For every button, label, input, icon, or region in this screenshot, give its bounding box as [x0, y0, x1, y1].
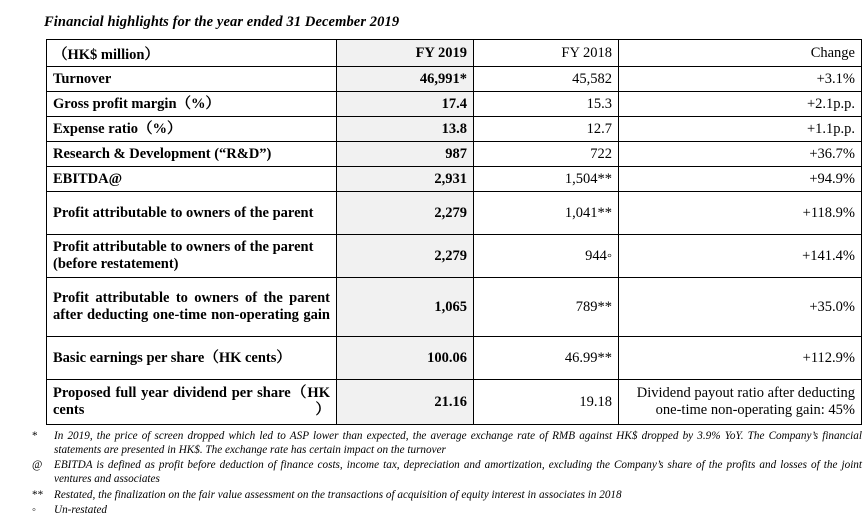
row-label: Proposed full year dividend per share（HK cents） — [47, 380, 337, 425]
footnote-text: Un-restated — [54, 504, 108, 517]
table-row — [47, 337, 862, 380]
row-change: +94.9% — [619, 167, 862, 192]
row-value-fy2019: 17.4 — [337, 92, 474, 117]
footnote-text: EBITDA is defined as profit before deduction of finance costs, income tax, depreciation and amortization, excluding the Company’s share of the profits and losses of the joint ventures and associates — [54, 459, 862, 485]
row-label: Gross profit margin（%） — [47, 92, 337, 117]
row-label: Turnover — [47, 67, 337, 92]
footnote-marker: * — [32, 430, 38, 442]
row-value-fy2018: 12.7 — [474, 117, 619, 142]
footnote-text: Restated, the finalization on the fair value assessment on the transactions of acquisition of equity interest in associates in 2018 — [54, 488, 622, 501]
table-row — [47, 117, 862, 142]
row-label: EBITDA@ — [47, 167, 337, 192]
row-change: +3.1% — [619, 67, 862, 92]
row-change: +118.9% — [619, 192, 862, 235]
footnotes — [32, 430, 862, 518]
row-label: Expense ratio（%） — [47, 117, 337, 142]
table-row — [47, 192, 862, 235]
row-value-fy2019: 46,991* — [337, 67, 474, 92]
row-label: Research & Development (“R&D”) — [47, 142, 337, 167]
page-title: Financial highlights for the year ended 31 December 2019 — [44, 14, 400, 30]
row-change: +36.7% — [619, 142, 862, 167]
column-header-fy2019: FY 2019 — [337, 40, 474, 67]
column-header-fy2018: FY 2018 — [474, 40, 619, 67]
row-change: +1.1p.p. — [619, 117, 862, 142]
row-change: +2.1p.p. — [619, 92, 862, 117]
row-value-fy2018: 1,504** — [474, 167, 619, 192]
row-value-fy2019: 21.16 — [337, 380, 474, 425]
column-header-change: Change — [619, 40, 862, 67]
row-value-fy2019: 2,931 — [337, 167, 474, 192]
row-value-fy2018: 19.18 — [474, 380, 619, 425]
row-value-fy2018: 944◦ — [474, 235, 619, 278]
table-row — [47, 278, 862, 337]
table-row — [47, 167, 862, 192]
row-label: Profit attributable to owners of the parent (before restatement) — [47, 235, 337, 278]
row-value-fy2019: 2,279 — [337, 235, 474, 278]
footnote — [32, 489, 862, 503]
financial-highlights-table — [46, 39, 862, 425]
footnote-marker: @ — [32, 459, 43, 472]
row-value-fy2019: 100.06 — [337, 337, 474, 380]
table-body — [47, 67, 862, 425]
row-value-fy2019: 2,279 — [337, 192, 474, 235]
row-value-fy2018: 15.3 — [474, 92, 619, 117]
footnote — [32, 430, 862, 457]
row-label: Profit attributable to owners of the parent — [47, 192, 337, 235]
table-header-row — [47, 40, 862, 67]
row-value-fy2019: 987 — [337, 142, 474, 167]
table-row — [47, 67, 862, 92]
row-value-fy2019: 1,065 — [337, 278, 474, 337]
table-row — [47, 142, 862, 167]
footnote-marker: ◦ — [32, 504, 36, 517]
row-change: +112.9% — [619, 337, 862, 380]
row-value-fy2018: 789** — [474, 278, 619, 337]
footnote — [32, 504, 862, 518]
table-header — [47, 40, 862, 67]
row-value-fy2018: 1,041** — [474, 192, 619, 235]
row-value-fy2018: 45,582 — [474, 67, 619, 92]
row-change: +141.4% — [619, 235, 862, 278]
row-change: +35.0% — [619, 278, 862, 337]
footnote — [32, 459, 862, 486]
footnote-marker: ** — [32, 488, 44, 501]
row-label: Profit attributable to owners of the parent after deducting one-time non-operating gain — [47, 278, 337, 337]
row-change: Dividend payout ratio after deducting one-time non-operating gain: 45% — [619, 380, 862, 425]
table-row — [47, 380, 862, 425]
table-row — [47, 92, 862, 117]
row-value-fy2018: 46.99** — [474, 337, 619, 380]
row-label: Basic earnings per share（HK cents） — [47, 337, 337, 380]
row-value-fy2019: 13.8 — [337, 117, 474, 142]
table-row — [47, 235, 862, 278]
row-value-fy2018: 722 — [474, 142, 619, 167]
footnote-text: In 2019, the price of screen dropped which led to ASP lower than expected, the average exchange rate of RMB against HK$ dropped by 3.9% YoY. The Company’s financial statements are presented in HK$. The exchange rate has certain impact on the turnover — [54, 430, 862, 456]
column-header-label: （HK$ million） — [47, 40, 337, 67]
